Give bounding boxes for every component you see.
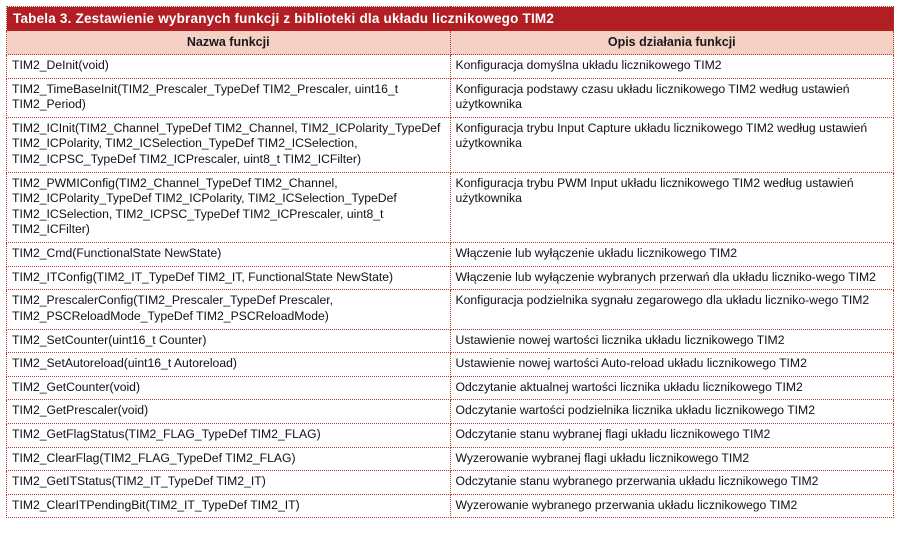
cell-function-description: Włączenie lub wyłączenie wybranych przerwań dla układu liczniko-wego TIM2	[450, 266, 894, 290]
table-row	[7, 423, 894, 447]
cell-function-name: TIM2_TimeBaseInit(TIM2_Prescaler_TypeDef TIM2_Prescaler, uint16_t TIM2_Period)	[7, 78, 451, 117]
cell-function-name: TIM2_ClearFlag(TIM2_FLAG_TypeDef TIM2_FLAG)	[7, 447, 451, 471]
cell-function-description: Odczytanie aktualnej wartości licznika układu licznikowego TIM2	[450, 376, 894, 400]
cell-function-description: Ustawienie nowej wartości Auto-reload układu licznikowego TIM2	[450, 353, 894, 377]
cell-function-name: TIM2_GetFlagStatus(TIM2_FLAG_TypeDef TIM2_FLAG)	[7, 423, 451, 447]
table-row	[7, 376, 894, 400]
table-row	[7, 172, 894, 242]
cell-function-name: TIM2_DeInit(void)	[7, 55, 451, 79]
cell-function-description: Odczytanie stanu wybranego przerwania układu licznikowego TIM2	[450, 471, 894, 495]
cell-function-description: Ustawienie nowej wartości licznika układu licznikowego TIM2	[450, 329, 894, 353]
table-body	[7, 7, 894, 518]
table-row	[7, 266, 894, 290]
cell-function-name: TIM2_ICInit(TIM2_Channel_TypeDef TIM2_Channel, TIM2_ICPolarity_TypeDef TIM2_ICPolarity, TIM2_ICSelection_TypeDef TIM2_ICSelection, TIM2_ICPSC_TypeDef TIM2_ICPrescaler, uint8_t TIM2_ICFilter)	[7, 117, 451, 172]
table-row	[7, 55, 894, 79]
cell-function-name: TIM2_SetAutoreload(uint16_t Autoreload)	[7, 353, 451, 377]
column-header-name: Nazwa funkcji	[7, 31, 451, 55]
cell-function-description: Konfiguracja trybu Input Capture układu licznikowego TIM2 według ustawień użytkownika	[450, 117, 894, 172]
cell-function-description: Odczytanie stanu wybranej flagi układu licznikowego TIM2	[450, 423, 894, 447]
cell-function-name: TIM2_SetCounter(uint16_t Counter)	[7, 329, 451, 353]
cell-function-name: TIM2_GetITStatus(TIM2_IT_TypeDef TIM2_IT)	[7, 471, 451, 495]
cell-function-name: TIM2_Cmd(FunctionalState NewState)	[7, 243, 451, 267]
functions-table	[6, 6, 894, 518]
table-row	[7, 400, 894, 424]
table-row	[7, 78, 894, 117]
table-header-row	[7, 31, 894, 55]
cell-function-name: TIM2_ClearITPendingBit(TIM2_IT_TypeDef TIM2_IT)	[7, 494, 451, 518]
cell-function-name: TIM2_GetPrescaler(void)	[7, 400, 451, 424]
table-caption: Tabela 3. Zestawienie wybranych funkcji z biblioteki dla układu licznikowego TIM2	[7, 7, 894, 32]
cell-function-name: TIM2_PWMIConfig(TIM2_Channel_TypeDef TIM2_Channel, TIM2_ICPolarity_TypeDef TIM2_ICPolarity, TIM2_ICSelection_TypeDef TIM2_ICSelection, TIM2_ICPSC_TypeDef TIM2_ICPrescaler, uint8_t TIM2_ICFilter)	[7, 172, 451, 242]
table-row	[7, 494, 894, 518]
table-row	[7, 471, 894, 495]
cell-function-description: Konfiguracja trybu PWM Input układu licznikowego TIM2 według ustawień użytkownika	[450, 172, 894, 242]
column-header-description: Opis działania funkcji	[450, 31, 894, 55]
cell-function-description: Włączenie lub wyłączenie układu licznikowego TIM2	[450, 243, 894, 267]
cell-function-description: Konfiguracja podstawy czasu układu licznikowego TIM2 według ustawień użytkownika	[450, 78, 894, 117]
cell-function-name: TIM2_PrescalerConfig(TIM2_Prescaler_TypeDef Prescaler, TIM2_PSCReloadMode_TypeDef TIM2_PSCReloadMode)	[7, 290, 451, 329]
table-caption-row	[7, 7, 894, 32]
cell-function-name: TIM2_ITConfig(TIM2_IT_TypeDef TIM2_IT, FunctionalState NewState)	[7, 266, 451, 290]
table-row	[7, 117, 894, 172]
cell-function-description: Wyzerowanie wybranej flagi układu licznikowego TIM2	[450, 447, 894, 471]
cell-function-description: Konfiguracja domyślna układu licznikowego TIM2	[450, 55, 894, 79]
table-container	[6, 6, 894, 518]
table-row	[7, 329, 894, 353]
table-row	[7, 290, 894, 329]
table-row	[7, 353, 894, 377]
cell-function-description: Konfiguracja podzielnika sygnału zegarowego dla układu liczniko-wego TIM2	[450, 290, 894, 329]
cell-function-description: Odczytanie wartości podzielnika licznika układu licznikowego TIM2	[450, 400, 894, 424]
table-row	[7, 243, 894, 267]
cell-function-name: TIM2_GetCounter(void)	[7, 376, 451, 400]
table-row	[7, 447, 894, 471]
cell-function-description: Wyzerowanie wybranego przerwania układu licznikowego TIM2	[450, 494, 894, 518]
